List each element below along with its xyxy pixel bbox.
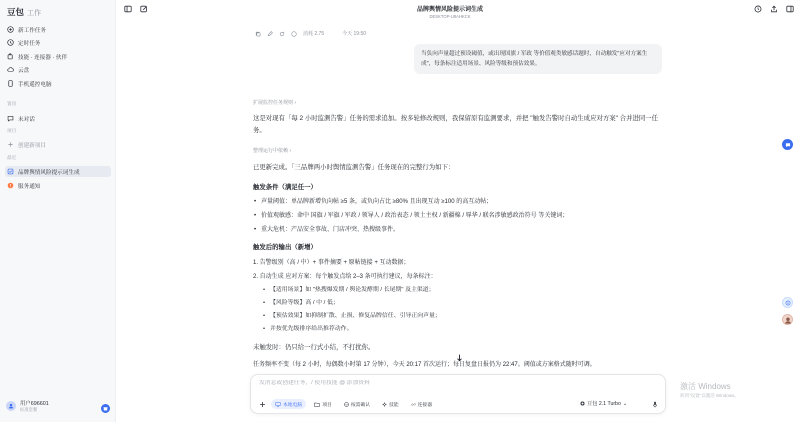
floating-tool-button[interactable]: [782, 297, 793, 308]
chevron-down-icon: ⌄: [622, 400, 628, 407]
plus-icon: [7, 141, 14, 148]
windows-activation-watermark: [680, 381, 739, 399]
thought-label: 整理运行中依赖: [253, 148, 289, 154]
section-pinned: 置顶: [7, 101, 17, 106]
trigger-heading: 触发条件（满足任一）: [253, 184, 317, 191]
link-icon: [411, 402, 416, 407]
arrow-down-icon: [456, 354, 463, 362]
scroll-to-bottom-button[interactable]: [454, 352, 465, 363]
sidebar-item-service-notice[interactable]: [5, 180, 111, 191]
sidebar-toggle-icon[interactable]: [124, 5, 132, 13]
panel-toggle-icon[interactable]: [786, 5, 794, 13]
folder-icon: [314, 402, 320, 407]
chip-confirm[interactable]: [340, 399, 374, 409]
sidebar-item-label: 云盘: [18, 67, 30, 74]
list-item: 2. 自动生成 应对方案：每个触发点给 2–3 条可执行建议，每条标注：: [253, 274, 437, 280]
chip-label: 本地电脑: [283, 402, 303, 408]
sidebar-item-new-task[interactable]: [5, 24, 111, 35]
output-heading: 触发后的输出（新增）: [253, 244, 317, 251]
chip-label: 连接器: [417, 402, 433, 408]
check-circle-icon: [344, 402, 349, 407]
history-icon[interactable]: [754, 5, 762, 13]
schedule-note: 任务频率不变（每 2 小时，每偶数小时第 17 分钟），今天 20:17 首次运行；每日复盘日报仍为 22:47。阈值或方案格式随时可调。: [253, 362, 596, 368]
sidebar-item-label: 创建新项目: [18, 142, 46, 149]
brand: [7, 6, 41, 18]
sparkle-icon: [382, 402, 387, 407]
points-icon: [291, 31, 297, 37]
chip-label: 项目: [322, 402, 332, 408]
model-name: 豆包 2.1 Turbo: [587, 401, 621, 407]
monitor-icon: [275, 402, 281, 407]
list-item: • 重大危机：产品安全事故、门店冲突、热搜级事件。: [261, 225, 661, 235]
chat-bubble-icon: [785, 142, 791, 148]
header-left-tools: [124, 5, 148, 13]
header-title: [350, 4, 550, 19]
sidebar-item-phone-remote[interactable]: [5, 78, 111, 89]
compass-icon: [785, 300, 791, 306]
puzzle-icon: [7, 53, 14, 60]
copy-icon[interactable]: [255, 31, 261, 37]
list-item: • 【适用场景】如 "热搜爆发期 / 舆论发酵期 / 长尾期" 及主渠道；: [270, 285, 660, 295]
chip-label: 技能: [389, 402, 399, 408]
chevron-right-icon: ›: [294, 100, 297, 106]
floating-assistant-button[interactable]: [782, 139, 793, 150]
model-selector[interactable]: [580, 400, 627, 407]
assistant-paragraph-1: 这是对现有「每 2 小时监测告警」任务的需求追加。按多轮修改规则，我保留原有监测要求，并把 "触发告警时自动生成应对方案" 合并进同一任务。: [253, 115, 659, 134]
chip-label: 按需确认: [350, 402, 371, 408]
phone-icon: [7, 80, 14, 87]
share-icon[interactable]: [770, 5, 778, 13]
thought-step-2[interactable]: [253, 147, 291, 154]
section-projects: 项目: [7, 128, 17, 133]
sidebar-item-label: 品牌舆情风险提示词生成: [18, 169, 80, 176]
edit-icon[interactable]: [267, 31, 273, 37]
sidebar-item-label: 未对话: [18, 116, 35, 123]
list-item: • 并按优先级排序给出推荐动作。: [270, 324, 660, 334]
timestamp: 今天 19:50: [342, 31, 367, 37]
sidebar-item-create-project[interactable]: [5, 139, 111, 150]
sidebar-item-label: 新工作任务: [18, 27, 46, 34]
sidebar-item-label: 定时任务: [18, 40, 41, 47]
watermark-line2: 转到"设置"以激活 Windows。: [680, 393, 739, 398]
user-name: 用户696601: [20, 401, 49, 407]
model-icon: [580, 401, 585, 406]
user-plan: 标准套餐: [20, 407, 38, 412]
avatar-icon: [784, 316, 792, 324]
thought-label: 扩展监控任务规则: [253, 100, 294, 106]
list-item: • 【预估效果】如抑制扩散、止损、修复品牌信任、引导正向声量；: [270, 311, 660, 321]
chip-connectors[interactable]: [407, 399, 436, 409]
sidebar-item-label: 手机遥控电脑: [18, 81, 52, 88]
sidebar-item-label: 技能 · 连接器 · 伙伴: [18, 54, 68, 61]
assistant-paragraph-2: 已更新完成。「三品牌两小时舆情监测告警」任务现在的完整行为如下：: [253, 164, 455, 171]
composer: [250, 374, 666, 414]
list-item: • 价值观敏感：命中 国旗 / 军旗 / 军政 / 领导人 / 政治表态 / 领土主权 / 新疆棉 / 辱华 / 联名涉敏感政治符号 等关键词；: [261, 211, 661, 221]
user-profile[interactable]: [6, 399, 49, 413]
header-right-tools: [754, 5, 794, 13]
sidebar-item-label: 服务通知: [18, 183, 41, 190]
no-trigger-note: 未触发时：仍只给一行式小结，不打扰你。: [253, 344, 375, 351]
floating-avatar[interactable]: [782, 314, 793, 325]
device-name: DESKTOP-U8AHKCK: [429, 14, 471, 19]
chat-icon: [7, 115, 14, 122]
sidebar-item-scheduled[interactable]: [5, 37, 111, 48]
gift-icon: [103, 406, 108, 411]
sidebar-item-recent-task[interactable]: [5, 166, 111, 177]
thought-step-1[interactable]: [253, 99, 296, 106]
list-item: • 【风险等级】高 / 中 / 低；: [270, 298, 660, 308]
voice-input-button[interactable]: [650, 399, 660, 409]
section-latest: 最近: [7, 155, 17, 160]
message-meta: [255, 30, 366, 37]
clock-icon: [7, 39, 14, 46]
composer-toolbar: [257, 399, 436, 409]
brand-name: 豆包: [7, 7, 25, 17]
sidebar: [0, 0, 116, 422]
sidebar-item-skills[interactable]: [5, 51, 111, 62]
plus-circle-icon: [7, 26, 14, 33]
list-item: 1. 告警级别（高 / 中）+ 事件摘要 + 原帖链接 + 互动数据；: [253, 260, 410, 266]
user-message-bubble: 当负向声量超过预设阈值，或出现国旗 / 军政 等价值观类敏感话题时，自动触发"应对方案生成"，每条标注适用场景、风险等级和预估效果。: [414, 44, 662, 74]
gift-button[interactable]: [101, 404, 110, 413]
new-chat-icon[interactable]: [140, 5, 148, 13]
avatar: [6, 401, 16, 411]
bell-icon: [7, 182, 14, 189]
sidebar-item-unfinished[interactable]: [5, 113, 111, 124]
add-attachment-button[interactable]: [257, 399, 267, 409]
list-item: • 声量阈值：单品牌新增负向帖 ≥5 条，或负向占比 ≥80% 且出现互动 ≥100 的高互动帖；: [261, 197, 661, 207]
brand-suffix: 工作: [27, 10, 42, 17]
sidebar-item-cloud[interactable]: [5, 64, 111, 75]
chip-skills[interactable]: [378, 399, 403, 409]
refresh-icon[interactable]: [279, 31, 285, 37]
page-title: 品牌舆情风险提示词生成: [416, 7, 483, 13]
microphone-icon: [652, 401, 658, 408]
message-input[interactable]: [259, 380, 639, 386]
points-used: 消耗 2.75: [303, 31, 325, 37]
watermark-line1: 激活 Windows: [680, 382, 731, 391]
task-icon: [7, 168, 14, 175]
chip-local-computer[interactable]: [271, 399, 306, 409]
chevron-right-icon: ›: [289, 148, 292, 154]
chip-project[interactable]: [310, 399, 336, 409]
cloud-icon: [7, 66, 14, 73]
